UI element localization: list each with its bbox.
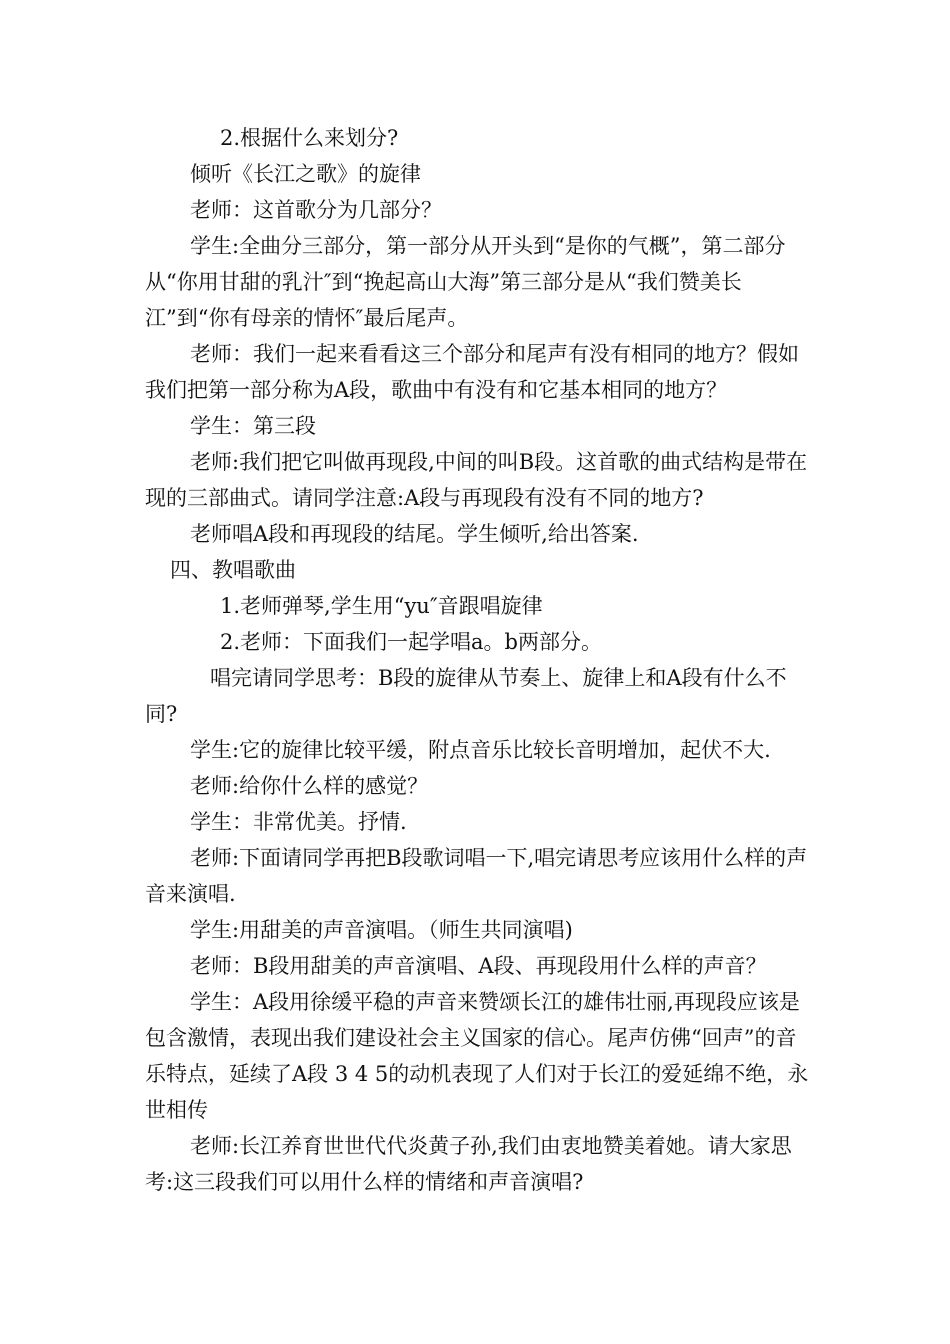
paragraph-learn-ab: 2.老师：下面我们一起学唱a。b两部分。 — [220, 630, 602, 654]
document-body — [145, 120, 810, 1200]
paragraph-student-sweet: 学生:用甜美的声音演唱。（师生共同演唱) — [190, 918, 573, 942]
section-heading-teach-song: 四、教唱歌曲 — [170, 558, 296, 582]
paragraph-teacher-yangtze: 老师:长江养育世世代代炎黄子孙,我们由衷地赞美着她。请大家思考:这三段我们可以用什么样的情绪和声音演唱? — [145, 1134, 792, 1194]
paragraph-student-lyrical: 学生：非常优美。抒情. — [190, 810, 407, 834]
paragraph-question-basis: 2.根据什么来划分? — [220, 126, 399, 150]
paragraph-student-b-melody: 学生:它的旋律比较平缓，附点音乐比较长音明增加，起伏不大. — [190, 738, 771, 762]
paragraph-student-third: 学生：第三段 — [190, 414, 316, 438]
paragraph-teacher-voice: 老师：B段用甜美的声音演唱、A段、再现段用什么样的声音？ — [190, 954, 767, 978]
paragraph-student-three-parts: 学生:全曲分三部分，第一部分从开头到“是你的气概”，第二部分从“你用甘甜的乳汁″到“挽起高山大海”第三部分是从“我们赞美长江”到“你有母亲的情怀″最后尾声。 — [145, 234, 786, 330]
paragraph-student-a-voice: 学生：A段用徐缓平稳的声音来赞颂长江的雄伟壮丽,再现段应该是包含激情，表现出我们建设社会主义国家的信心。尾声仿佛“回声”的音乐特点，延续了A段 3 4 5的动机表现了人们对于长江的爱延绵不绝，永世相传 — [145, 990, 809, 1122]
paragraph-teacher-feeling: 老师:给你什么样的感觉？ — [190, 774, 429, 798]
paragraph-piano-yu: 1.老师弹琴,学生用“yu″音跟唱旋律 — [220, 594, 543, 618]
paragraph-think-b: 唱完请同学思考：B段的旋律从节奏上、旋律上和A段有什么不同? — [145, 666, 787, 726]
paragraph-teacher-reprise: 老师:我们把它叫做再现段,中间的叫B段。这首歌的曲式结构是带在现的三部曲式。请同学注意:A段与再现段有没有不同的地方? — [145, 450, 808, 510]
paragraph-teacher-sing: 老师唱A段和再现段的结尾。学生倾听,给出答案. — [190, 522, 639, 546]
paragraph-listen-melody: 倾听《长江之歌》的旋律 — [190, 162, 421, 186]
paragraph-teacher-b-lyrics: 老师:下面请同学再把B段歌词唱一下,唱完请思考应该用什么样的声音来演唱. — [145, 846, 808, 906]
paragraph-teacher-compare: 老师：我们一起来看看这三个部分和尾声有没有相同的地方？假如我们把第一部分称为A段，歌曲中有没有和它基本相同的地方？ — [145, 342, 799, 402]
paragraph-teacher-parts: 老师：这首歌分为几部分？ — [190, 198, 442, 222]
